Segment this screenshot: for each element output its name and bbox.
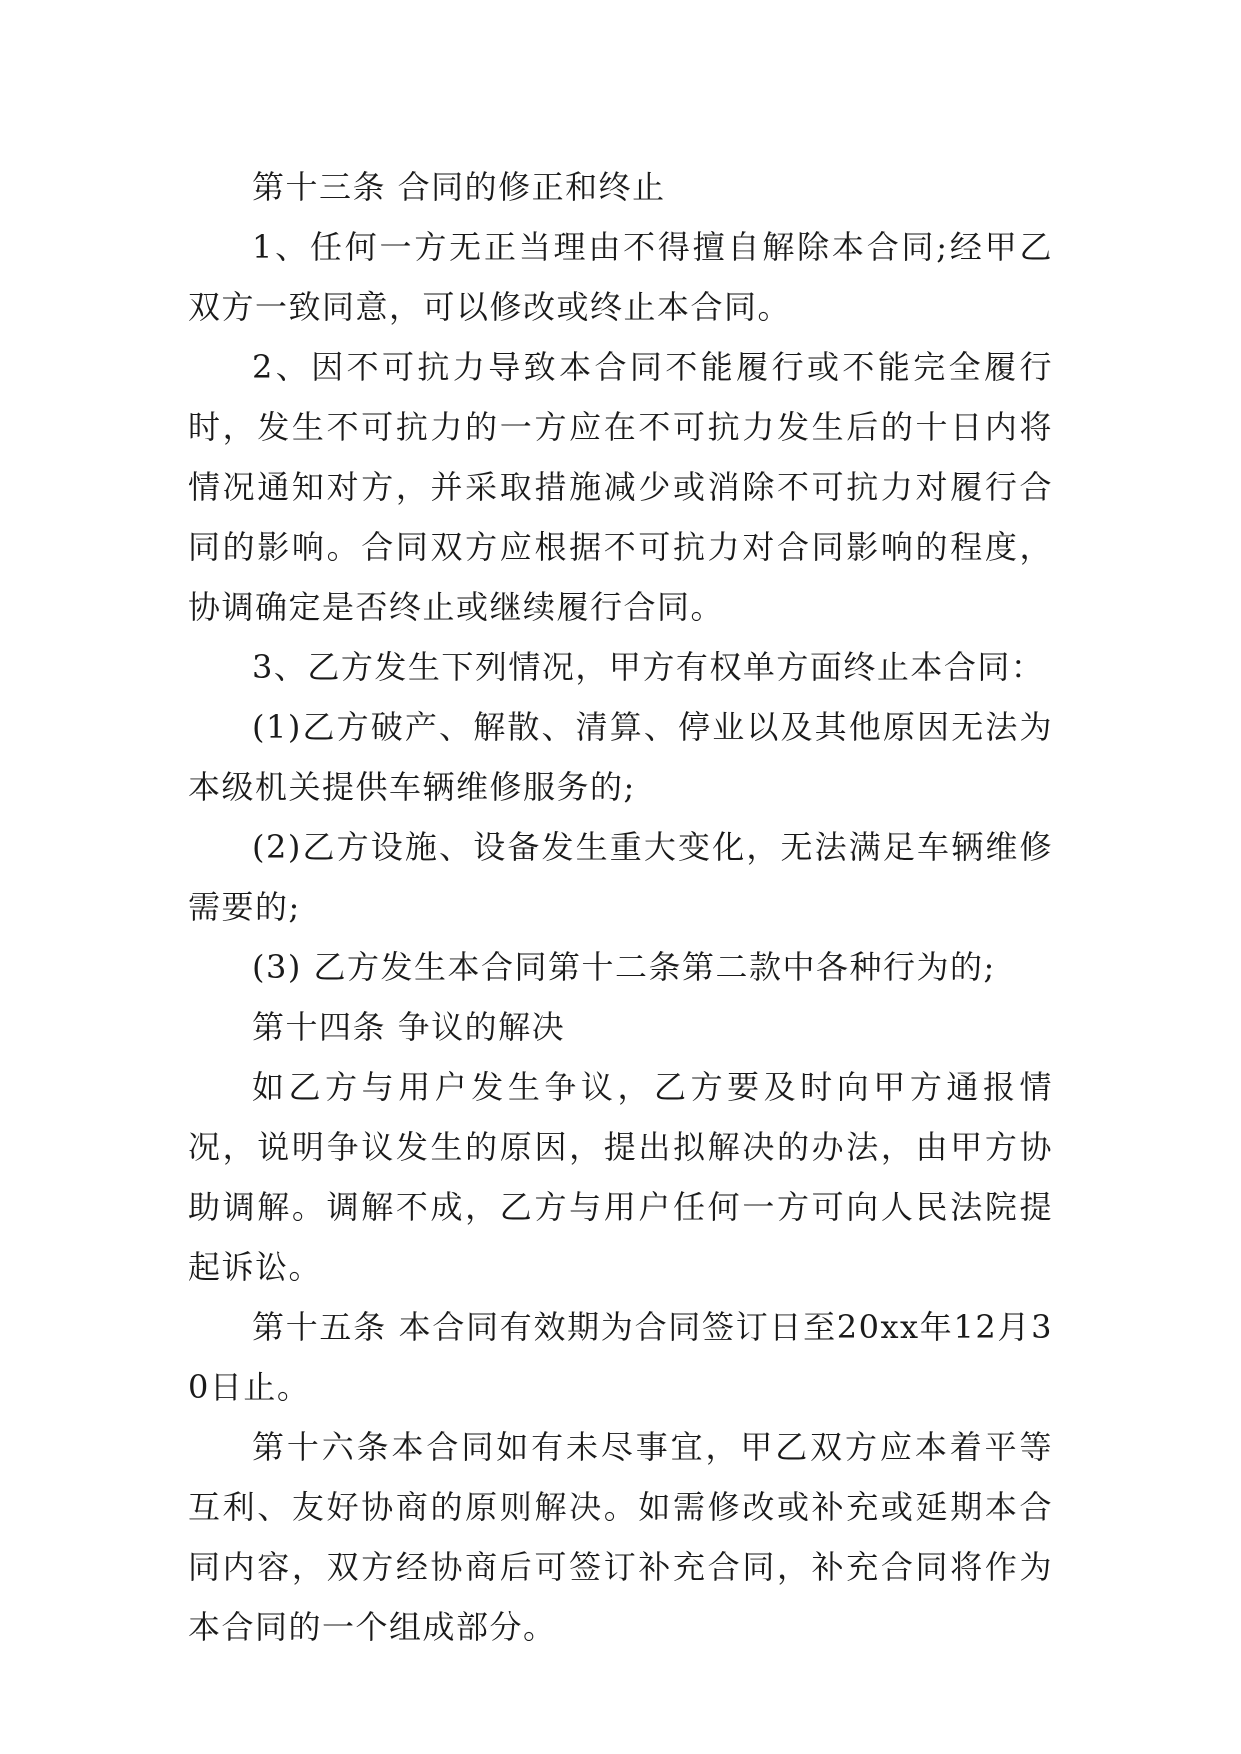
article-13-clause-1: 1、任何一方无正当理由不得擅自解除本合同;经甲乙双方一致同意，可以修改或终止本合同。: [188, 228, 1053, 326]
article-13-clause-3-item-1: (1)乙方破产、解散、清算、停业以及其他原因无法为本级机关提供车辆维修服务的;: [188, 708, 1053, 806]
article-13-clause-2: 2、因不可抗力导致本合同不能履行或不能完全履行时，发生不可抗力的一方应在不可抗力发生后的十日内将情况通知对方，并采取措施减少或消除不可抗力对履行合同的影响。合同双方应根据不可抗力对合同影响的程度，协调确定是否终止或继续履行合同。: [188, 348, 1053, 626]
article-13-clause-3-item-3: (3) 乙方发生本合同第十二条第二款中各种行为的;: [252, 948, 996, 986]
article-13-clause-3-item-2: (2)乙方设施、设备发生重大变化，无法满足车辆维修需要的;: [188, 828, 1053, 926]
document-body: [188, 157, 1053, 1657]
article-14-body: 如乙方与用户发生争议，乙方要及时向甲方通报情况，说明争议发生的原因，提出拟解决的办法，由甲方协助调解。调解不成，乙方与用户任何一方可向人民法院提起诉讼。: [188, 1068, 1053, 1286]
article-15: 第十五条 本合同有效期为合同签订日至20xx年12月30日止。: [188, 1308, 1053, 1406]
article-13-clause-3: 3、乙方发生下列情况，甲方有权单方面终止本合同：: [252, 648, 1045, 686]
article-14-heading: 第十四条 争议的解决: [252, 1008, 566, 1046]
article-16: 第十六条本合同如有未尽事宜，甲乙双方应本着平等互利、友好协商的原则解决。如需修改或补充或延期本合同内容，双方经协商后可签订补充合同，补充合同将作为本合同的一个组成部分。: [188, 1428, 1053, 1646]
article-13-heading: 第十三条 合同的修正和终止: [252, 168, 666, 206]
